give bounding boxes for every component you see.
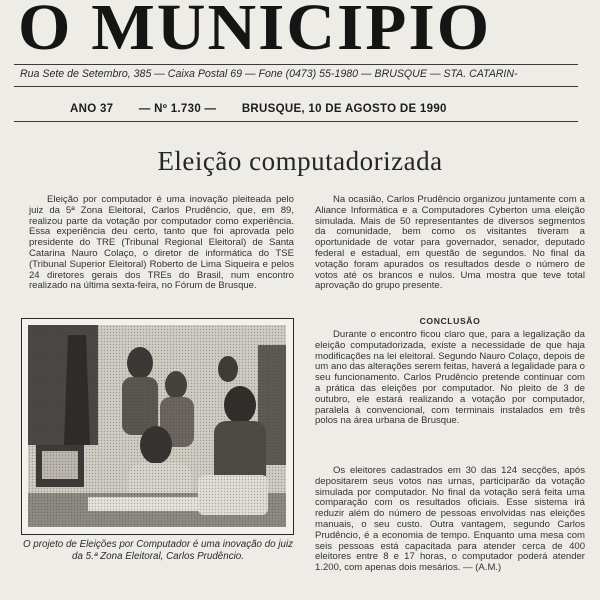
halftone-photo-illustration <box>28 325 286 527</box>
masthead-rule <box>14 64 578 65</box>
issue-dateline <box>70 103 590 115</box>
article-paragraph: Durante o encontro ficou claro que, para a legalização da eleição computadorizada, existe a necessidade de que haja modificações na lei eleitoral. Segundo Nauro Colaço, depois de um ano das alterações serem feitas, haverá a legalidade para o seu funcionamento. Carlos Prudêncio pretende continuar com a prática das eleições por computador. No pleito de 3 de outubro, ele estará realizando a votação por computador, paralela à convencional, com terminais instalados em três polos na área urbana de Brusque. <box>315 329 585 427</box>
article-paragraph: Na ocasião, Carlos Prudêncio organizou juntamente com a Aliance Informática e a Computadores Cyberton uma eleição simulada. Mais de 50 representantes de diversos segmentos da comunidade, bem como os visitantes tiveram a oportunidade de votar para governador, senador, deputado federal e estadual, em questão de segundos. No final da votação foram apurados os resultados desde o número de votos até os brancos e nulos. Uma mostra que teve total aprovação do grupo presente. <box>315 194 585 292</box>
address-line: Rua Sete de Setembro, 385 — Caixa Postal 69 — Fone (0473) 55-1980 — BRUSQUE — STA. CATARIN- <box>20 68 518 80</box>
dateline-rule <box>14 121 578 122</box>
article-right-column-mid <box>315 330 585 432</box>
newspaper-masthead: O MUNICIPIO <box>18 0 492 64</box>
photo-caption: O projeto de Eleições por Computador é uma inovação do juiz da 5.ª Zona Eleitoral, Carlos Prudêncio. <box>22 539 294 562</box>
article-left-column <box>29 195 294 297</box>
issue-year: ANO 37 <box>70 103 114 115</box>
article-paragraph: Eleição por computador é uma inovação pleiteada pelo juiz da 5ª Zona Eleitoral, Carlos Prudêncio, que, em 89, realizou parte da votação por computador como experiência. Essa experiência deu certo, tanto que foi aprovada pelo presidente do TRE (Tribunal Regional Eleitoral) de Santa Catarina Nauro Colaço, o diretor de informática do TSE (Tribunal Superior Eleitoral) Roberto de Lima Siqueira e pelos 24 diretores gerais dos TREs do Brasil, num encontro realizado na última sexta-feira, no Fórum de Brusque. <box>29 194 294 292</box>
photo-frame <box>21 318 294 535</box>
address-rule <box>14 86 578 87</box>
article-paragraph: Os eleitores cadastrados em 30 das 124 secções, após depositarem seus votos nas urnas, participarão da votação simulada por computador. No final da votação será feita uma comparação com os resultados oficiais. Esse sistema irá reduzir além do número de pessoas envolvidas nas eleições manuais, o seu custo. Outra vantagem, segundo Carlos Prudêncio, é a economia de tempo. Enquanto uma mesa com seis pessoas está capacitada para atender cerca de 400 eleitores entre 8 e 17 horas, o computador poderá atender 1.200, com apenas dois mesários. — (A.M.) <box>315 465 585 574</box>
section-heading-conclusao: CONCLUSÃO <box>419 316 481 326</box>
article-right-column-top <box>315 195 585 297</box>
issue-date: BRUSQUE, 10 DE AGOSTO DE 1990 <box>241 103 447 115</box>
issue-number: — Nº 1.730 — <box>138 103 217 115</box>
article-right-column-bottom <box>315 466 585 579</box>
news-photo <box>28 325 286 527</box>
article-headline: Eleição computadorizada <box>157 146 443 176</box>
